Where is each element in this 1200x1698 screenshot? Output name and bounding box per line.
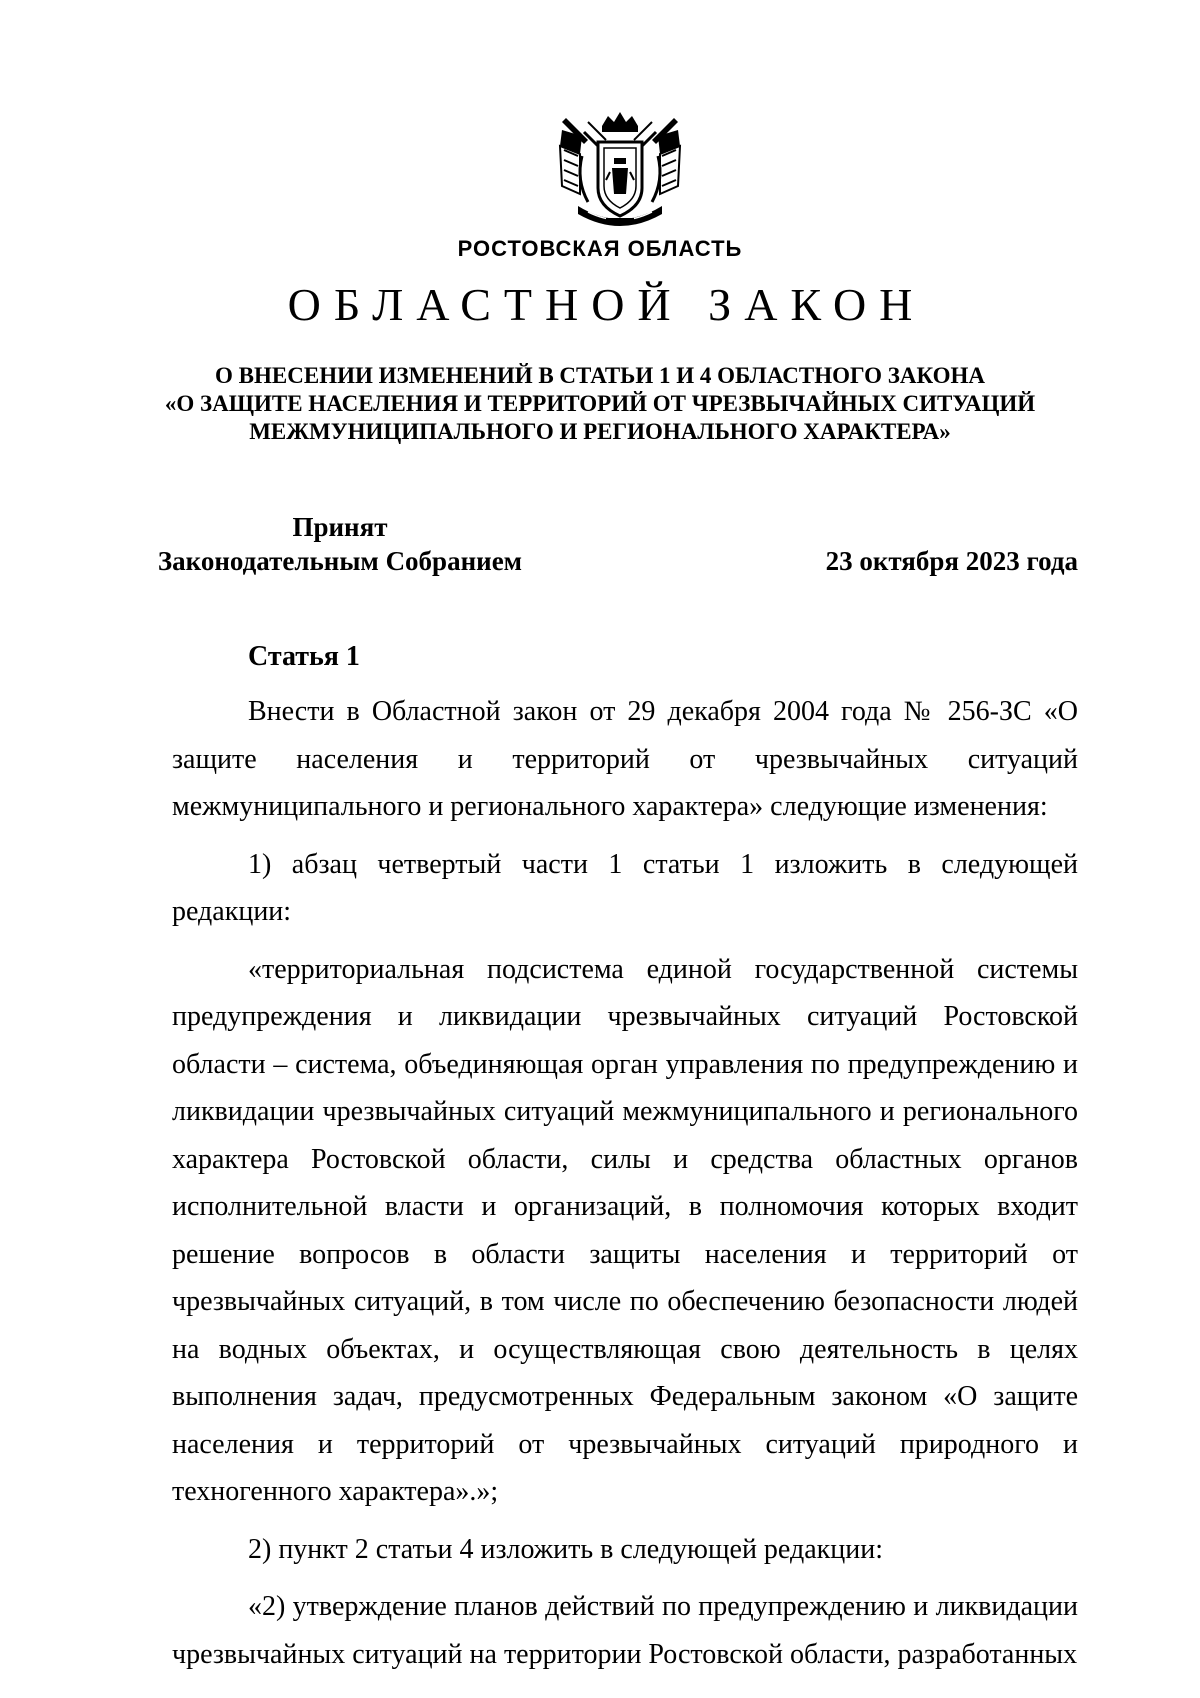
law-title-line: О ВНЕСЕНИИ ИЗМЕНЕНИЙ В СТАТЬИ 1 И 4 ОБЛАСТНОГО ЗАКОНА [215,363,985,388]
coat-of-arms-icon [558,110,682,238]
adoption-line: Принят [292,512,388,542]
article-heading: Статья 1 [248,641,360,672]
article-paragraph: 1) абзац четвертый части 1 статьи 1 изложить в следующей редакции: [172,848,1078,927]
law-title-line: МЕЖМУНИЦИПАЛЬНОГО И РЕГИОНАЛЬНОГО ХАРАКТЕРА» [249,419,951,444]
article-paragraph: 2) пункт 2 статьи 4 изложить в следующей редакции: [248,1533,884,1565]
article-paragraph: «2) утверждение планов действий по предупреждению и ликвидации чрезвычайных ситуаций на территории Ростовской области, разработанных [172,1591,1078,1670]
article-paragraph: «территориальная подсистема единой государственной системы предупреждения и ликвидации чрезвычайных ситуаций Ростовской области – система, объединяющая орган управления по предупреждению и ликвидации чрезвычайных ситуаций межмуниципального и регионального характера Ростовской области, силы и средства областных органов исполнительной власти и организаций, в полномочия которых входит решение вопросов в области защиты населения и территорий от чрезвычайных ситуаций, в том числе по обеспечению безопасности людей на водных объектах, и осуществляющая свою деятельность в целях выполнения задач, предусмотренных Федеральным законом «О защите населения и территорий от чрезвычайных ситуаций природного и техногенного характера».»; [172,953,1078,1507]
article-paragraph: Внести в Областной закон от 29 декабря 2004 года № 256-ЗС «О защите населения и территорий от чрезвычайных ситуаций межмуниципального и регионального характера» следующие изменения: [172,696,1078,822]
region-name: РОСТОВСКАЯ ОБЛАСТЬ [457,236,743,261]
law-title-line: «О ЗАЩИТЕ НАСЕЛЕНИЯ И ТЕРРИТОРИЙ ОТ ЧРЕЗВЫЧАЙНЫХ СИТУАЦИЙ [164,391,1036,416]
law-type-title: ОБЛАСТНОЙ ЗАКОН [287,279,926,330]
adoption-date: 23 октября 2023 года [825,546,1078,576]
law-title [150,362,1050,446]
adoption-body: Законодательным Собранием [157,546,523,576]
adoption-block [140,510,540,578]
article-body [172,688,1078,1678]
